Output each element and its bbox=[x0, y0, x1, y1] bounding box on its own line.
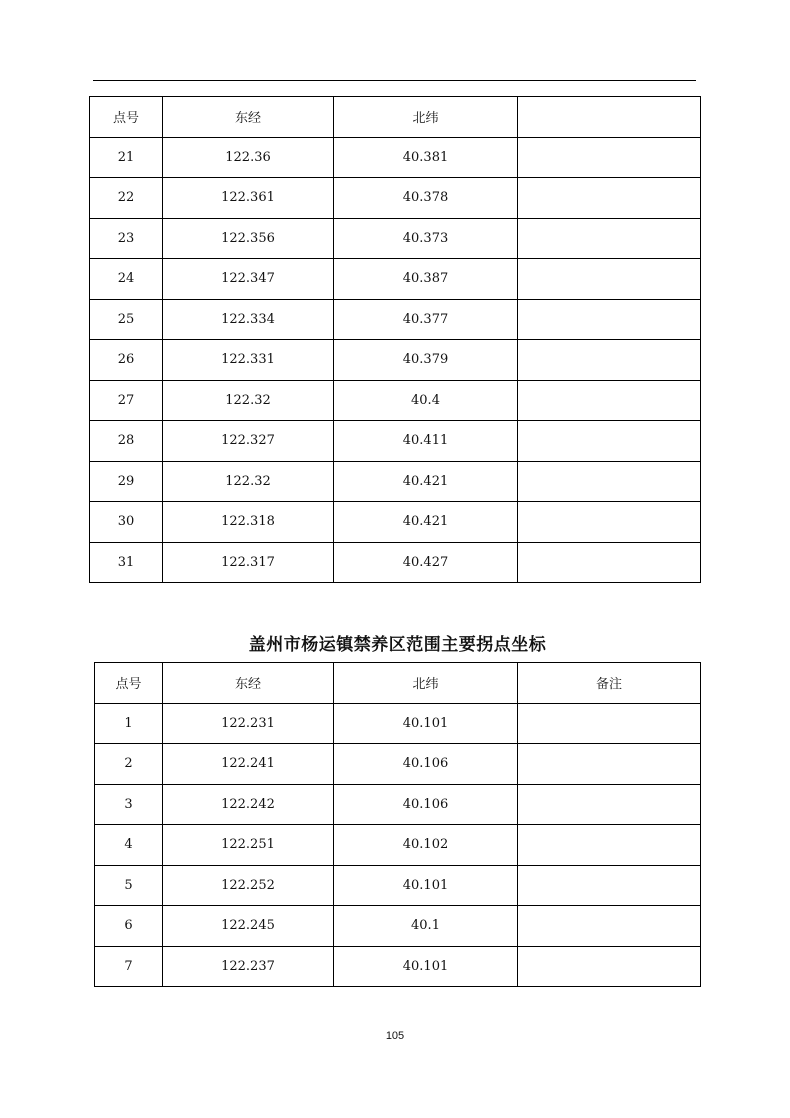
table-cell: 122.251 bbox=[163, 825, 334, 866]
table-cell: 122.356 bbox=[163, 218, 334, 259]
table-cell: 26 bbox=[90, 340, 163, 381]
table-cell bbox=[518, 744, 701, 785]
table-cell: 40.106 bbox=[334, 744, 518, 785]
table-cell: 5 bbox=[95, 865, 163, 906]
header-cell: 备注 bbox=[518, 663, 701, 704]
table-cell bbox=[518, 259, 701, 300]
table-row bbox=[95, 825, 701, 866]
table-cell: 1 bbox=[95, 703, 163, 744]
table-cell bbox=[518, 299, 701, 340]
table-cell: 40.381 bbox=[334, 137, 518, 178]
table-cell: 2 bbox=[95, 744, 163, 785]
table-cell: 122.237 bbox=[163, 946, 334, 987]
table-cell: 40.411 bbox=[334, 421, 518, 462]
table-cell bbox=[518, 825, 701, 866]
header-row bbox=[95, 663, 701, 704]
table-cell: 7 bbox=[95, 946, 163, 987]
table-cell: 40.387 bbox=[334, 259, 518, 300]
header-cell: 北纬 bbox=[334, 663, 518, 704]
table-cell: 122.361 bbox=[163, 178, 334, 219]
table-cell: 40.101 bbox=[334, 865, 518, 906]
header-cell bbox=[518, 97, 701, 138]
table-cell bbox=[518, 178, 701, 219]
table-row bbox=[90, 340, 701, 381]
table-row bbox=[90, 502, 701, 543]
table-cell: 122.32 bbox=[163, 461, 334, 502]
table-cell: 122.331 bbox=[163, 340, 334, 381]
table-cell bbox=[518, 380, 701, 421]
table-row bbox=[90, 421, 701, 462]
table-cell: 40.377 bbox=[334, 299, 518, 340]
table-cell: 40.379 bbox=[334, 340, 518, 381]
table-cell: 3 bbox=[95, 784, 163, 825]
table-cell bbox=[518, 946, 701, 987]
header-cell: 点号 bbox=[95, 663, 163, 704]
coordinates-table-yangyun bbox=[94, 662, 701, 987]
table-cell: 122.36 bbox=[163, 137, 334, 178]
table-cell bbox=[518, 784, 701, 825]
table-row bbox=[95, 703, 701, 744]
table-cell: 4 bbox=[95, 825, 163, 866]
coordinates-table-continued bbox=[89, 96, 701, 583]
table-cell bbox=[518, 502, 701, 543]
table-row bbox=[90, 137, 701, 178]
table-cell: 40.421 bbox=[334, 502, 518, 543]
table-cell bbox=[518, 906, 701, 947]
header-row bbox=[90, 97, 701, 138]
table-cell: 6 bbox=[95, 906, 163, 947]
table-cell: 40.101 bbox=[334, 946, 518, 987]
table-cell: 40.373 bbox=[334, 218, 518, 259]
table-cell: 25 bbox=[90, 299, 163, 340]
table-row bbox=[95, 946, 701, 987]
table-row bbox=[90, 259, 701, 300]
table-cell: 40.4 bbox=[334, 380, 518, 421]
table-row bbox=[95, 744, 701, 785]
table-cell: 122.347 bbox=[163, 259, 334, 300]
header-cell: 点号 bbox=[90, 97, 163, 138]
table-cell: 31 bbox=[90, 542, 163, 583]
table-row bbox=[95, 784, 701, 825]
table-cell: 40.102 bbox=[334, 825, 518, 866]
header-cell: 东经 bbox=[163, 663, 334, 704]
page-number: 105 bbox=[385, 1030, 405, 1042]
table-cell: 122.231 bbox=[163, 703, 334, 744]
table-row bbox=[90, 380, 701, 421]
table-cell bbox=[518, 218, 701, 259]
table-cell: 122.252 bbox=[163, 865, 334, 906]
table-row bbox=[90, 542, 701, 583]
table-cell: 28 bbox=[90, 421, 163, 462]
table-cell: 40.378 bbox=[334, 178, 518, 219]
table-cell bbox=[518, 137, 701, 178]
table-cell bbox=[518, 865, 701, 906]
table-row bbox=[90, 218, 701, 259]
table-cell bbox=[518, 421, 701, 462]
table-cell: 122.241 bbox=[163, 744, 334, 785]
table-cell bbox=[518, 461, 701, 502]
table-row bbox=[95, 865, 701, 906]
table-cell: 22 bbox=[90, 178, 163, 219]
table-row bbox=[90, 178, 701, 219]
table-cell: 122.334 bbox=[163, 299, 334, 340]
table-row bbox=[90, 299, 701, 340]
table-cell: 40.1 bbox=[334, 906, 518, 947]
table-cell: 122.32 bbox=[163, 380, 334, 421]
table-cell: 40.106 bbox=[334, 784, 518, 825]
table-cell: 40.421 bbox=[334, 461, 518, 502]
header-rule bbox=[93, 80, 696, 81]
table-row bbox=[95, 906, 701, 947]
table-cell: 122.317 bbox=[163, 542, 334, 583]
table-cell: 21 bbox=[90, 137, 163, 178]
header-cell: 北纬 bbox=[334, 97, 518, 138]
table-cell: 30 bbox=[90, 502, 163, 543]
table-cell: 40.101 bbox=[334, 703, 518, 744]
table-cell: 23 bbox=[90, 218, 163, 259]
table-cell: 40.427 bbox=[334, 542, 518, 583]
table-cell: 122.245 bbox=[163, 906, 334, 947]
table-cell bbox=[518, 542, 701, 583]
table-cell: 29 bbox=[90, 461, 163, 502]
table-cell bbox=[518, 703, 701, 744]
table-row bbox=[90, 461, 701, 502]
table-cell: 27 bbox=[90, 380, 163, 421]
table-cell: 24 bbox=[90, 259, 163, 300]
table-cell: 122.327 bbox=[163, 421, 334, 462]
table-cell: 122.318 bbox=[163, 502, 334, 543]
section-title: 盖州市杨运镇禁养区范围主要拐点坐标 bbox=[248, 635, 547, 655]
header-cell: 东经 bbox=[163, 97, 334, 138]
table-cell bbox=[518, 340, 701, 381]
table-cell: 122.242 bbox=[163, 784, 334, 825]
